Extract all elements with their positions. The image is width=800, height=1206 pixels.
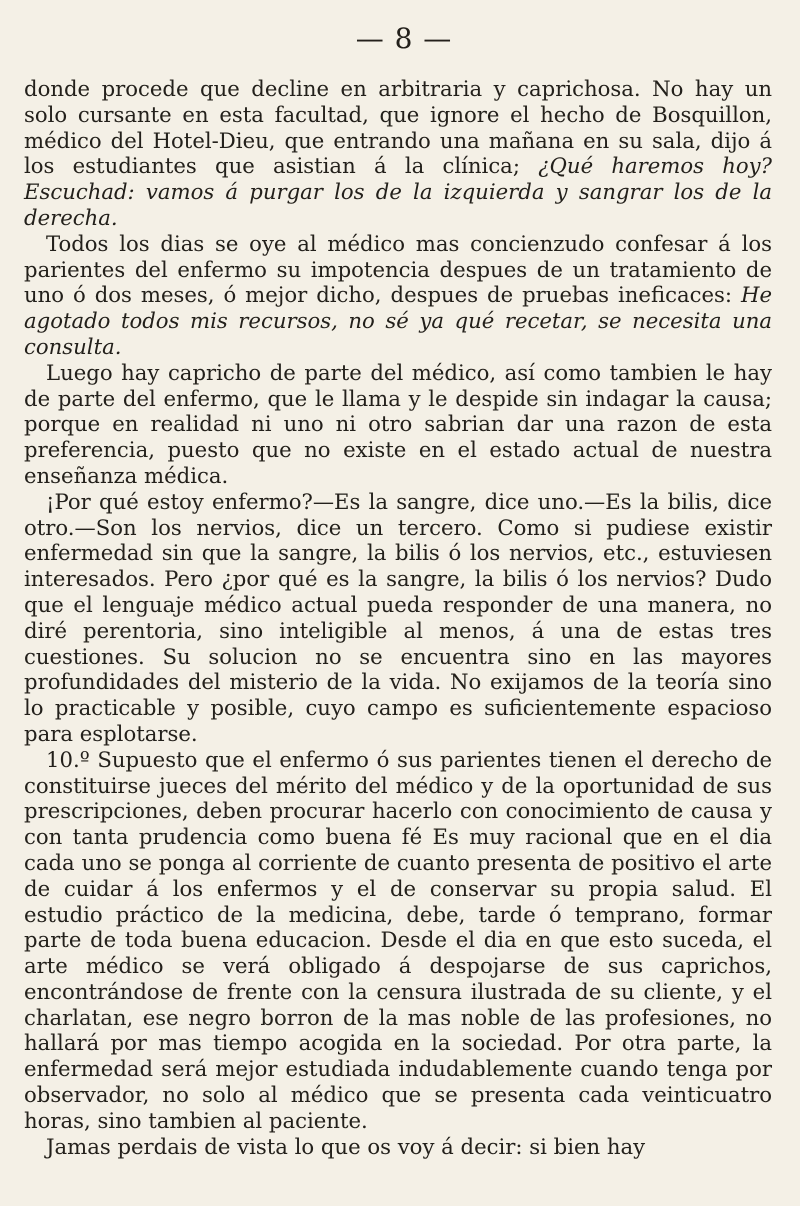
paragraph-3-text: Luego hay capricho de parte del médico, así como tambien le hay de parte del enfermo, que le llama y le despide sin indagar la causa; porque en realidad ni uno ni otro sabrian dar una razon de esta preferencia, puesto que no existe en el estado actual de nuestra enseñanza médica. bbox=[24, 359, 772, 488]
paragraph-6-text: Jamas perdais de vista lo que os voy á decir: si bien hay bbox=[46, 1133, 646, 1159]
body-text bbox=[24, 76, 772, 1159]
paragraph-4-text: ¡Por qué estoy enfermo?—Es la sangre, dice uno.—Es la bilis, dice otro.—Son los nervios, dice un tercero. Como si pudiese existir enfermedad sin que la sangre, la bilis ó los nervios, etc., estuviesen interesados. Pero ¿por qué es la sangre, la bilis ó los nervios? Dudo que el lenguaje médico actual pueda responder de una manera, no diré perentoria, sino inteligible al menos, á una de estas tres cuestiones. Su solucion no se encuentra sino en las mayores profundidades del misterio de la vida. No exijamos de la teoría sino lo practicable y posible, cuyo campo es suficientemente espacioso para esplotarse. bbox=[24, 488, 772, 746]
book-page bbox=[24, 0, 784, 1206]
paragraph-2-text: Todos los dias se oye al médico mas concienzudo confesar á los parientes del enfermo su impotencia despues de un tratamiento de uno ó dos meses, ó mejor dicho, despues de pruebas ineficaces: bbox=[24, 230, 772, 308]
paragraph-5-text: 10.º Supuesto que el enfermo ó sus parientes tienen el derecho de constituirse jueces del mérito del médico y de la oportunidad de sus prescripciones, deben procurar hacerlo con conocimiento de causa y con tanta prudencia como buena fé Es muy racional que en el dia cada uno se ponga al corriente de cuanto presenta de positivo el arte de cuidar á los enfermos y el de conservar su propia salud. El estudio práctico de la medicina, debe, tarde ó temprano, formar parte de toda buena educacion. Desde el dia en que esto suceda, el arte médico se verá obligado á despojarse de sus caprichos, encontrándose de frente con la censura ilustrada de su cliente, y el charlatan, ese negro borron de la mas noble de las profesiones, no hallará por mas tiempo acogida en la sociedad. Por otra parte, la enfermedad será mejor estudiada indudablemente cuando tenga por observador, no solo al médico que se presenta cada veinticuatro horas, sino tambien al paciente. bbox=[24, 746, 772, 1133]
paragraph-5-section-10 bbox=[24, 747, 772, 1134]
paragraph-1-text: donde procede que decline en arbitraria y caprichosa. No hay un solo cursante en esta facultad, que ignore el hecho de Bosquillon, médico del Hotel-Dieu, que entrando una mañana en su sala, dijo á los estudiantes que asistian á la clínica; bbox=[24, 76, 772, 179]
paragraph-1-italic-quote: ¿Qué haremos hoy? Escuchad: vamos á purgar los de la izquierda y sangrar los de la derecha. bbox=[24, 153, 772, 230]
paragraph-6 bbox=[24, 1134, 772, 1160]
paragraph-2-italic-quote: He agotado todos mis recursos, no sé ya qué recetar, se necesita una consulta. bbox=[24, 282, 772, 359]
paragraph-2 bbox=[24, 231, 772, 360]
paragraph-1 bbox=[24, 76, 772, 231]
page-number: — 8 — bbox=[355, 22, 453, 55]
paragraph-3 bbox=[24, 360, 772, 489]
paragraph-4 bbox=[24, 489, 772, 747]
